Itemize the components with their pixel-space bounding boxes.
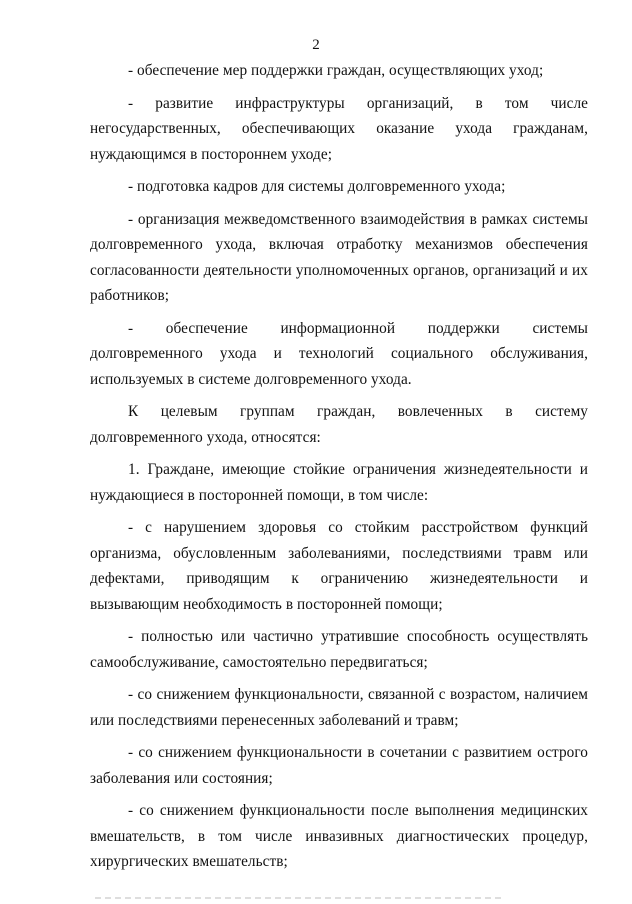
paragraph-support-measures: - обеспечение мер поддержки граждан, осуществляющих уход;	[128, 62, 544, 79]
paragraph-self-care-loss: - полностью или частично утратившие способность осуществлять самообслуживание, самостоятельно передвигаться;	[90, 628, 588, 671]
paragraph-information-support: - обеспечение информационной поддержки системы долговременного ухода и технологий социального обслуживания, используемых в системе долговременного ухода.	[90, 319, 588, 388]
paragraph-medical-interventions: - со снижением функциональности после выполнения медицинских вмешательств, в том числе инвазивных диагностических процедур, хирургических вмешательств;	[90, 802, 588, 870]
paragraph-age-functionality: - со снижением функциональности, связанной с возрастом, наличием или последствиями перенесенных заболеваний и травм;	[90, 686, 588, 729]
scan-edge-divider	[95, 897, 505, 899]
paragraph-interagency: - организация межведомственного взаимодействия в рамках системы долговременного ухода, включая отработку механизмов обеспечения согласованности деятельности уполномоченных органов, организаций и их работников;	[90, 210, 588, 304]
paragraph-target-groups-intro: К целевым группам граждан, вовлеченных в систему долговременного ухода, относятся:	[90, 403, 588, 446]
document-body	[90, 58, 588, 882]
paragraph-infrastructure: - развитие инфраструктуры организаций, в том числе негосударственных, обеспечивающих оказание ухода гражданам, нуждающимся в постороннем уходе;	[90, 94, 588, 163]
paragraph-acute-condition: - со снижением функциональности в сочетании с развитием острого заболевания или состояния;	[90, 744, 588, 787]
paragraph-staff-training: - подготовка кадров для системы долговременного ухода;	[128, 178, 506, 195]
paragraph-health-disorder: - с нарушением здоровья со стойким расстройством функций организма, обусловленным заболеваниями, последствиями травм или дефектами, приводящим к ограничению жизнедеятельности и вызывающим необходимость в посторонней помощи;	[90, 519, 588, 613]
page-number: 2	[312, 37, 320, 53]
paragraph-group-1: 1. Граждане, имеющие стойкие ограничения жизнедеятельности и нуждающиеся в посторонней помощи, в том числе:	[90, 461, 588, 504]
